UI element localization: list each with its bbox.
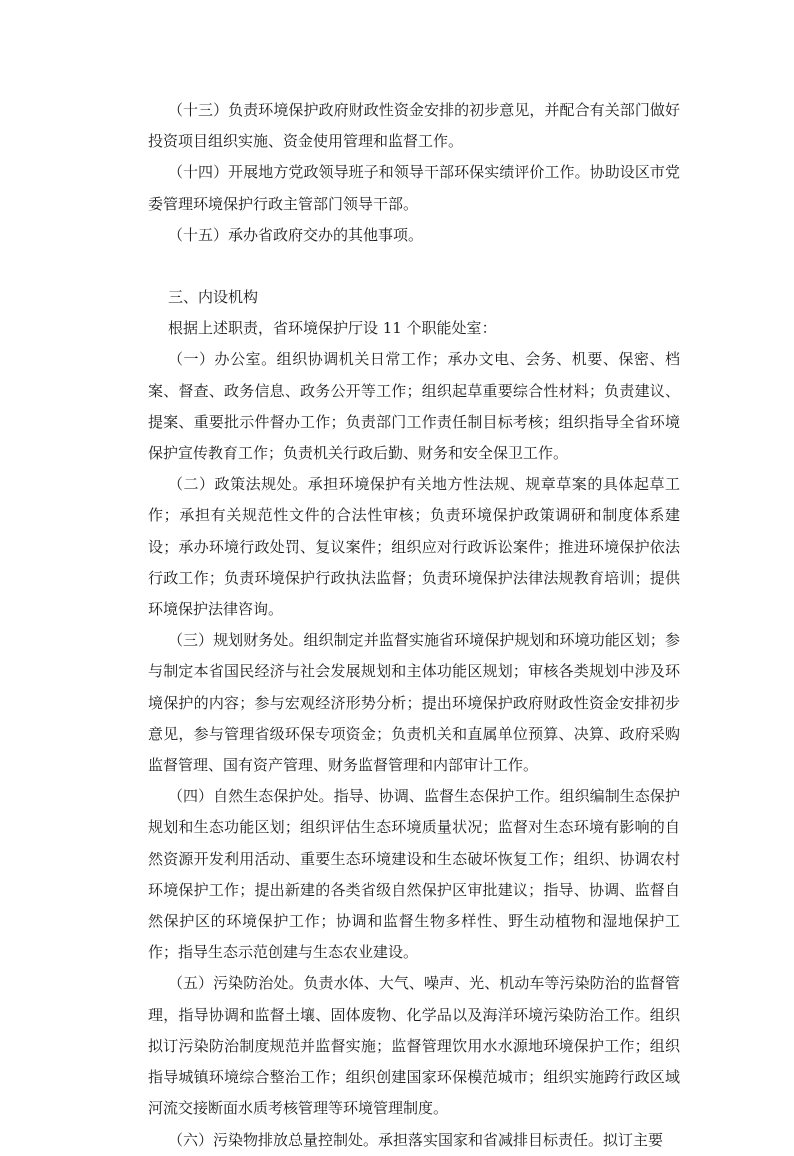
section-intro: 根据上述职责，省环境保护厅设 11 个职能处室： bbox=[167, 319, 497, 338]
paragraph-office: （一）办公室。组织协调机关日常工作；承办文电、会务、机要、保密、档案、督查、政务信息、政务公开等工作；组织起草重要综合性材料；负责建议、提案、重要批示件督办工作；负责部门工作责任制目标考核；组织指导全省环境保护宣传教育工作；负责机关行政后勤、财务和安全保卫工作。 bbox=[148, 350, 680, 463]
paragraph-item-15: （十五）承办省政府交办的其他事项。 bbox=[167, 225, 423, 244]
document-body bbox=[148, 95, 680, 1156]
paragraph-item-13: （十三）负责环境保护政府财政性资金安排的初步意见，并配合有关部门做好投资项目组织实施、资金使用管理和监督工作。 bbox=[148, 101, 680, 151]
paragraph-ecology-protection: （四）自然生态保护处。指导、协调、监督生态保护工作。组织编制生态保护规划和生态功能区划；组织评估生态环境质量状况；监督对生态环境有影响的自然资源开发利用活动、重要生态环境建设和生态破坏恢复工作；组织、协调农村环境保护工作；提出新建的各类省级自然保护区审批建议；指导、协调、监督自然保护区的环境保护工作；协调和监督生物多样性、野生动植物和湿地保护工作；指导生态示范创建与生态农业建设。 bbox=[148, 787, 680, 962]
paragraph-planning-finance: （三）规划财务处。组织制定并监督实施省环境保护规划和环境功能区划；参与制定本省国民经济与社会发展规划和主体功能区规划；审核各类规划中涉及环境保护的内容；参与宏观经济形势分析；提出环境保护政府财政性资金安排初步意见，参与管理省级环保专项资金；负责机关和直属单位预算、决算、政府采购监督管理、国有资产管理、财务监督管理和内部审计工作。 bbox=[148, 631, 680, 775]
paragraph-policy-regulations: （二）政策法规处。承担环境保护有关地方性法规、规章草案的具体起草工作；承担有关规范性文件的合法性审核；负责环境保护政策调研和制度体系建设；承办环境行政处罚、复议案件；组织应对行政诉讼案件；推进环境保护依法行政工作；负责环境保护行政执法监督；负责环境保护法律法规教育培训；提供环境保护法律咨询。 bbox=[148, 475, 680, 619]
paragraph-item-14: （十四）开展地方党政领导班子和领导干部环保实绩评价工作。协助设区市党委管理环境保护行政主管部门领导干部。 bbox=[148, 163, 680, 213]
section-heading: 三、内设机构 bbox=[167, 288, 258, 307]
paragraph-pollution-prevention: （五）污染防治处。负责水体、大气、噪声、光、机动车等污染防治的监督管理，指导协调和监督土壤、固体废物、化学品以及海洋环境污染防治工作。组织拟订污染防治制度规范并监督实施；监督管理饮用水水源地环境保护工作；组织指导城镇环境综合整治工作；组织创建国家环保模范城市；组织实施跨行政区域河流交接断面水质考核管理等环境管理制度。 bbox=[148, 974, 680, 1118]
paragraph-emission-control: （六）污染物排放总量控制处。承担落实国家和省减排目标责任。拟订主要 bbox=[167, 1130, 663, 1149]
